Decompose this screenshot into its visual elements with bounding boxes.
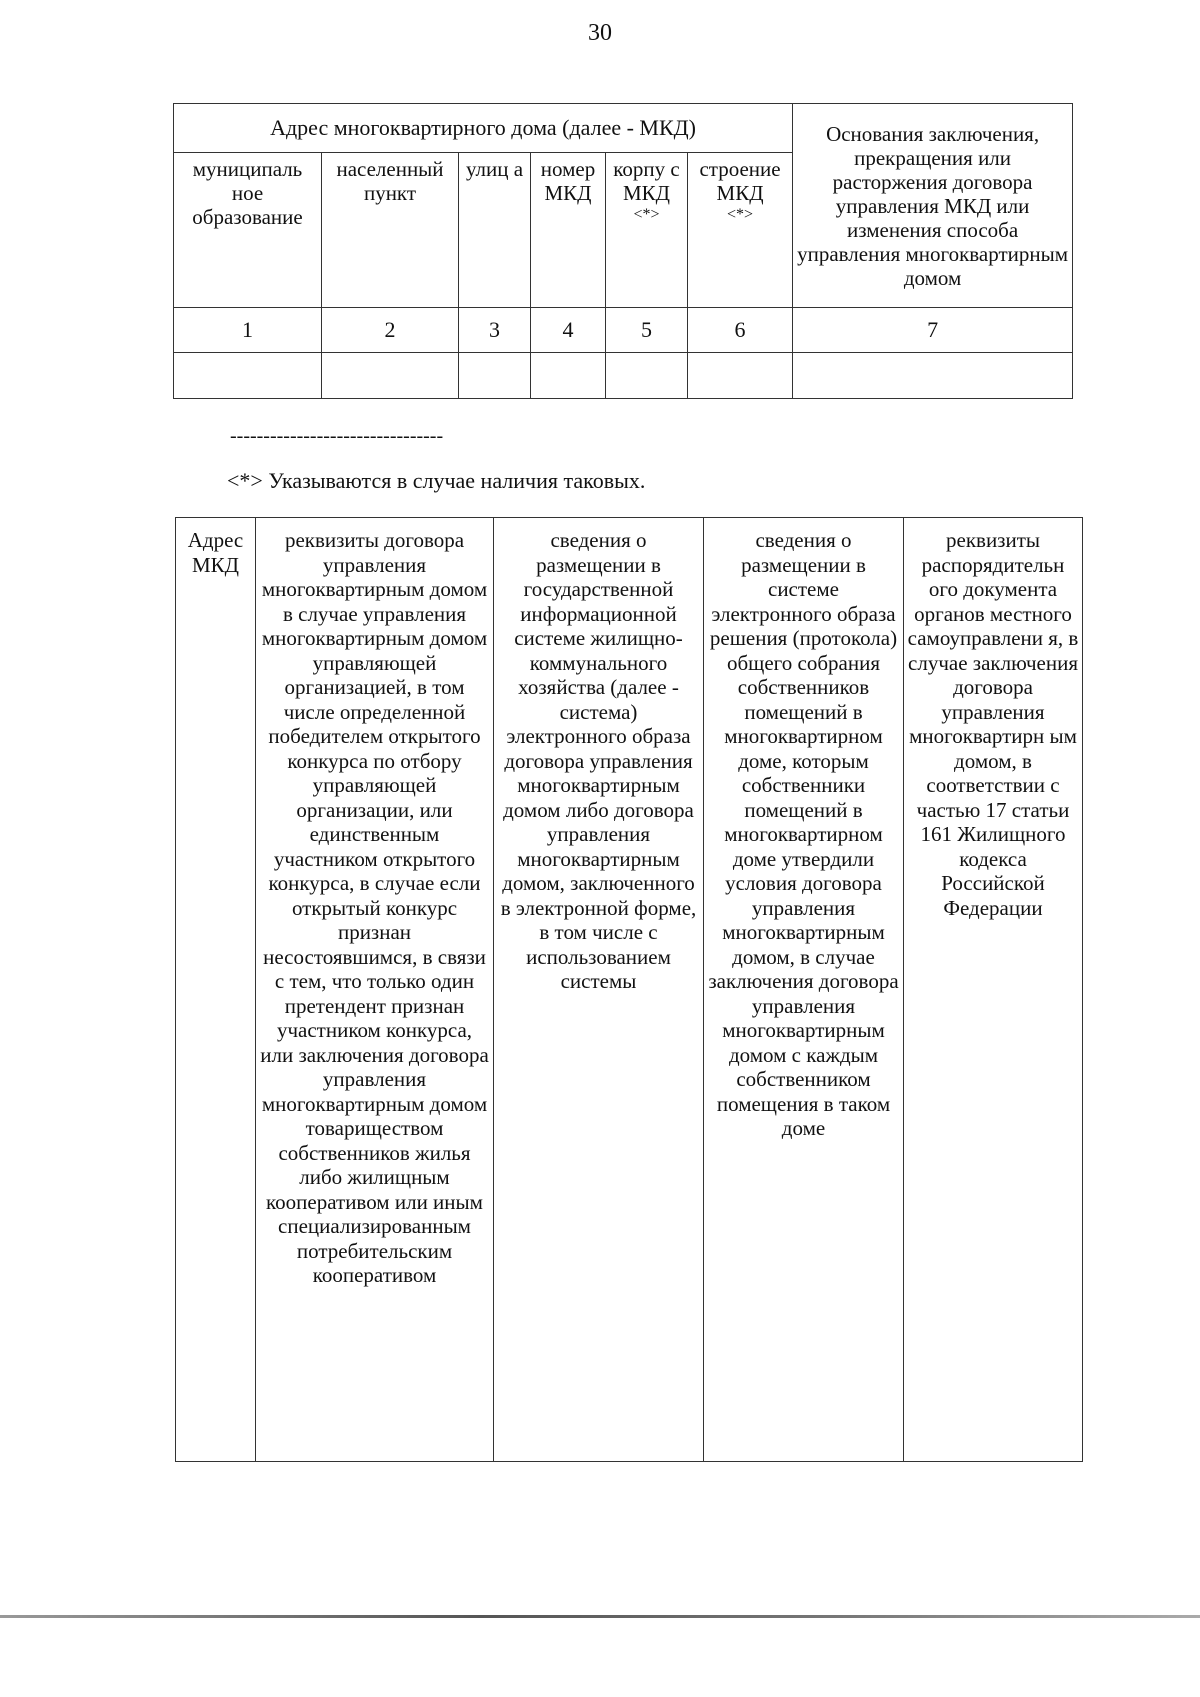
empty-cell bbox=[688, 353, 793, 399]
footnote-separator: -------------------------------- bbox=[230, 425, 444, 447]
street-header: улиц а bbox=[459, 153, 531, 308]
building-label: корпу с МКД bbox=[613, 157, 680, 205]
address-table bbox=[173, 103, 1073, 399]
structure-label: строение МКД bbox=[699, 157, 781, 205]
empty-cell bbox=[322, 353, 459, 399]
column-number: 3 bbox=[459, 308, 531, 353]
structure-footnote-mark: <*> bbox=[727, 206, 754, 223]
empty-cell bbox=[531, 353, 606, 399]
municipal-document-header: реквизиты распорядительн ого документа органов местного самоуправлени я, в случае заключения договора управления многоквартирн ым домом, в соответствии с частью 17 статьи 161 Жилищного кодекса Российской Федерации bbox=[904, 518, 1083, 1462]
grounds-header: Основания заключения, прекращения или расторжения договора управления МКД или изменения способа управления многоквартирным домом bbox=[793, 104, 1073, 308]
settlement-header: населенный пункт bbox=[322, 153, 459, 308]
address-column-header: Адрес МКД bbox=[176, 518, 256, 1462]
column-number: 6 bbox=[688, 308, 793, 353]
building-footnote-mark: <*> bbox=[633, 206, 660, 223]
gis-placement-header: сведения о размещении в государственной информационной системе жилищно-коммунального хозяйства (далее - система) электронного образа договора управления многоквартирным домом либо договора управления многоквартирным домом, заключенного в электронной форме, в том числе с использованием системы bbox=[494, 518, 704, 1462]
contract-details-table bbox=[175, 517, 1083, 1462]
page-number: 30 bbox=[588, 20, 612, 46]
municipality-header: муниципаль ное образование bbox=[174, 153, 322, 308]
structure-header bbox=[688, 153, 793, 308]
contract-details-header: реквизиты договора управления многоквартирным домом в случае управления многоквартирным домом управляющей организацией, в том числе определенной победителем открытого конкурса по отбору управляющей организации, или единственным участником открытого конкурса, в случае если открытый конкурс признан несостоявшимся, в связи с тем, что только один претендент признан участником конкурса, или заключения договора управления многоквартирным домом товариществом собственников жилья либо жилищным кооперативом или иным специализированным потребительским кооперативом bbox=[256, 518, 494, 1462]
house-number-header: номер МКД bbox=[531, 153, 606, 308]
column-number: 7 bbox=[793, 308, 1073, 353]
building-header bbox=[606, 153, 688, 308]
meeting-decision-header: сведения о размещении в системе электронного образа решения (протокола) общего собрания собственников помещений в многоквартирном доме, которым собственники помещений в многоквартирном доме утвердили условия договора управления многоквартирным домом, в случае заключения договора управления многоквартирным домом с каждым собственником помещения в таком доме bbox=[704, 518, 904, 1462]
address-header: Адрес многоквартирного дома (далее - МКД) bbox=[174, 104, 793, 153]
empty-cell bbox=[174, 353, 322, 399]
scan-edge-line bbox=[0, 1615, 1200, 1618]
column-number: 2 bbox=[322, 308, 459, 353]
empty-cell bbox=[459, 353, 531, 399]
column-number: 1 bbox=[174, 308, 322, 353]
column-number: 5 bbox=[606, 308, 688, 353]
empty-cell bbox=[606, 353, 688, 399]
footnote: <*> Указываются в случае наличия таковых. bbox=[227, 468, 646, 493]
column-number: 4 bbox=[531, 308, 606, 353]
empty-cell bbox=[793, 353, 1073, 399]
